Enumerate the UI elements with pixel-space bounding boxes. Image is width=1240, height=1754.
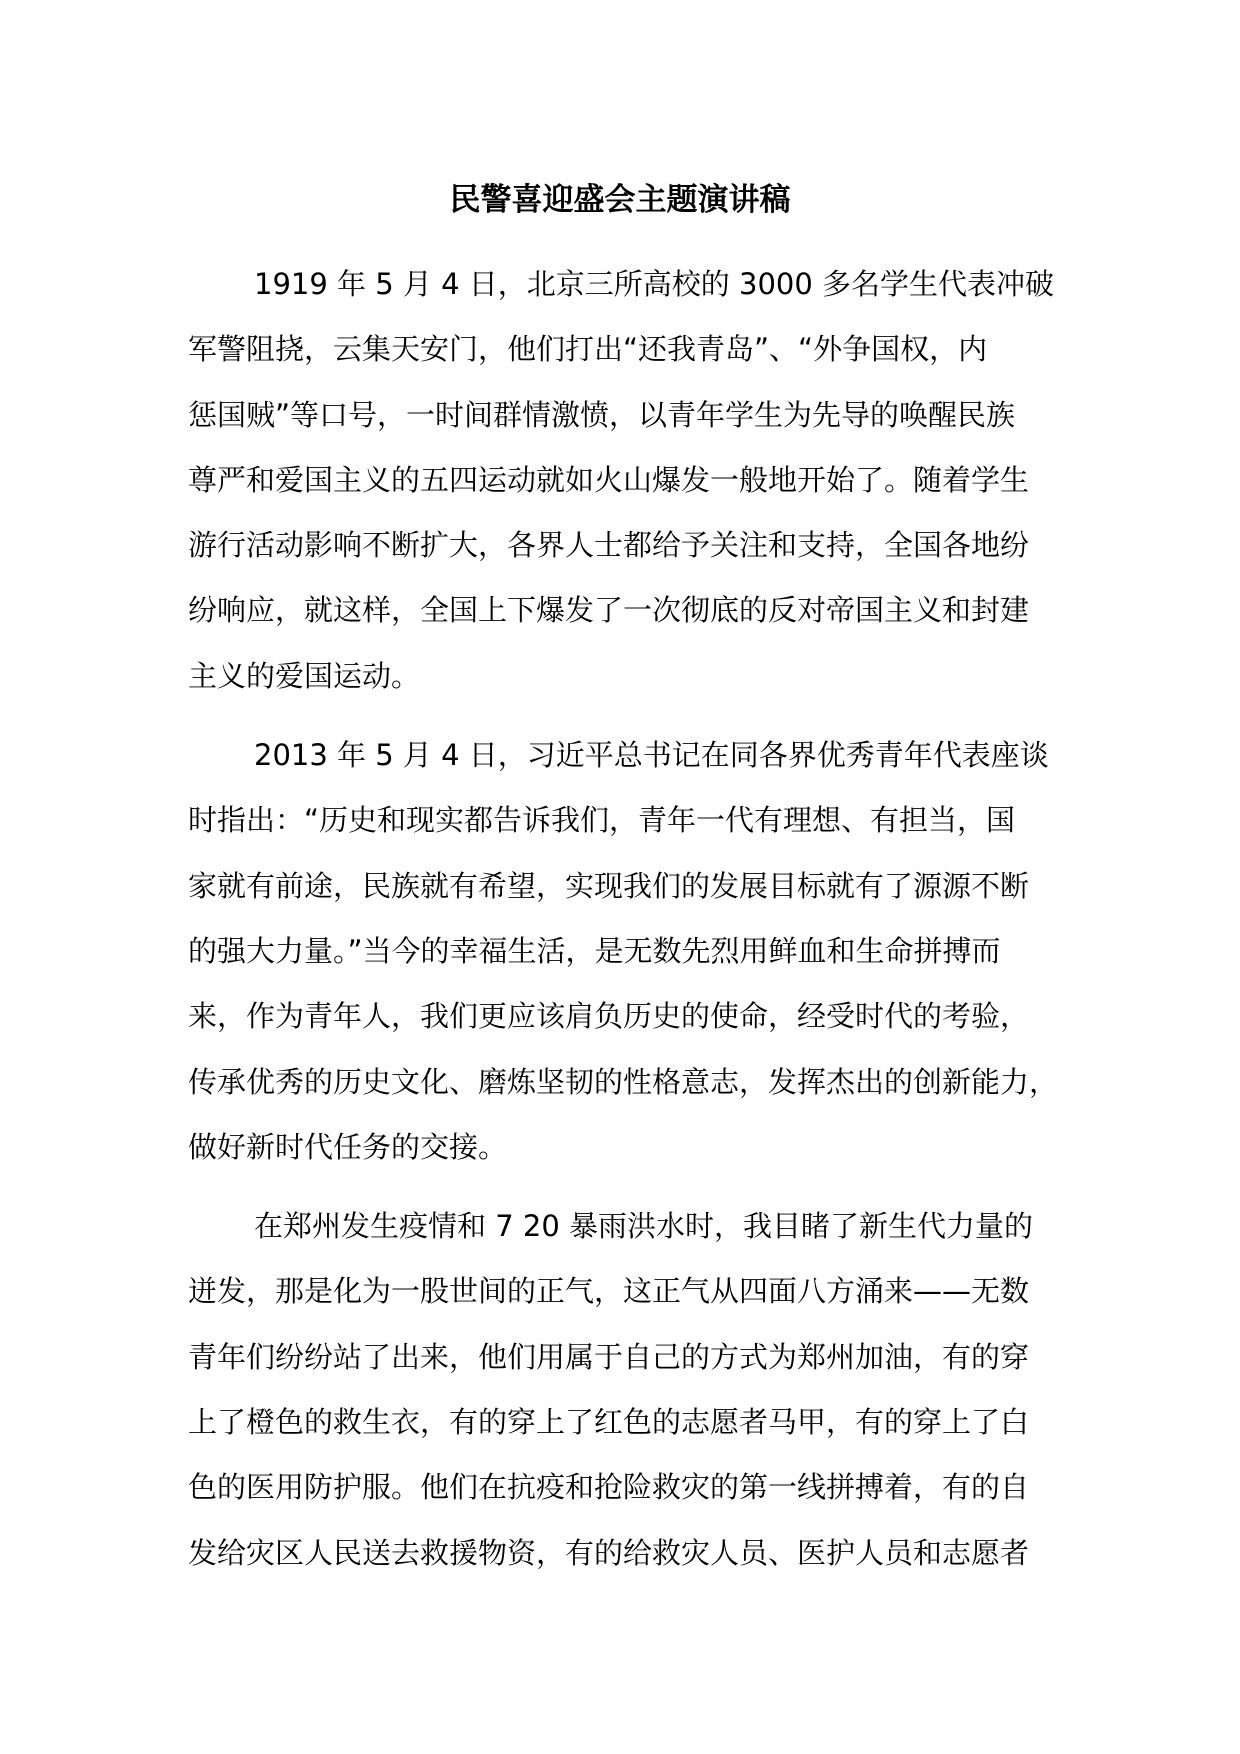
paragraph-line: 来，作为青年人，我们更应该肩负历史的使命，经受时代的考验， (188, 999, 1030, 1034)
paragraph-3 (188, 1194, 1068, 1586)
paragraph-line: 迸发，那是化为一股世间的正气，这正气从四面八方涌来——无数 (188, 1274, 1030, 1309)
document-title: 民警喜迎盛会主题演讲稿 (449, 182, 791, 218)
paragraph-line: 家就有前途，民族就有希望，实现我们的发展目标就有了源源不断 (188, 868, 1030, 903)
paragraph-1 (188, 252, 1068, 709)
paragraph-line: 时指出：“历史和现实都告诉我们，青年一代有理想、有担当，国 (188, 803, 1016, 838)
paragraph-line: 军警阻挠，云集天安门，他们打出“还我青岛”、“外争国权，内 (188, 332, 988, 367)
paragraph-line: 发给灾区人民送去救援物资，有的给救灾人员、医护人员和志愿者 (188, 1535, 1030, 1570)
paragraph-line: 传承优秀的历史文化、磨炼坚韧的性格意志，发挥杰出的创新能力， (188, 1064, 1059, 1099)
paragraph-line: 做好新时代任务的交接。 (188, 1129, 508, 1164)
paragraph-line: 尊严和爱国主义的五四运动就如火山爆发一般地开始了。随着学生 (188, 462, 1030, 497)
paragraph-2 (188, 723, 1068, 1180)
paragraph-line: 上了橙色的救生衣，有的穿上了红色的志愿者马甲，有的穿上了白 (188, 1405, 1030, 1440)
paragraph-spacer (188, 709, 1068, 723)
paragraph-line: 青年们纷纷站了出来，他们用属于自己的方式为郑州加油，有的穿 (188, 1339, 1030, 1374)
paragraph-line: 的强大力量。”当今的幸福生活，是无数先烈用鲜血和生命拼搏而 (188, 933, 1001, 968)
paragraph-line: 1919 年 5 月 4 日，北京三所高校的 3000 多名学生代表冲破 (254, 267, 1055, 301)
paragraph-spacer (188, 1180, 1068, 1194)
paragraph-line: 纷响应，就这样，全国上下爆发了一次彻底的反对帝国主义和封建 (188, 593, 1030, 628)
paragraph-line: 游行活动影响不断扩大，各界人士都给予关注和支持，全国各地纷 (188, 528, 1030, 563)
paragraph-line: 色的医用防护服。他们在抗疫和抢险救灾的第一线拼搏着，有的自 (188, 1470, 1030, 1505)
paragraph-line: 在郑州发生疫情和 7 20 暴雨洪水时，我目睹了新生代力量的 (254, 1209, 1034, 1244)
paragraph-line: 主义的爱国运动。 (188, 658, 421, 693)
document-body (188, 252, 1068, 1586)
paragraph-line: 惩国贼”等口号，一时间群情激愤，以青年学生为先导的唤醒民族 (188, 397, 1016, 432)
paragraph-line: 2013 年 5 月 4 日，习近平总书记在同各界优秀青年代表座谈 (254, 738, 1049, 773)
